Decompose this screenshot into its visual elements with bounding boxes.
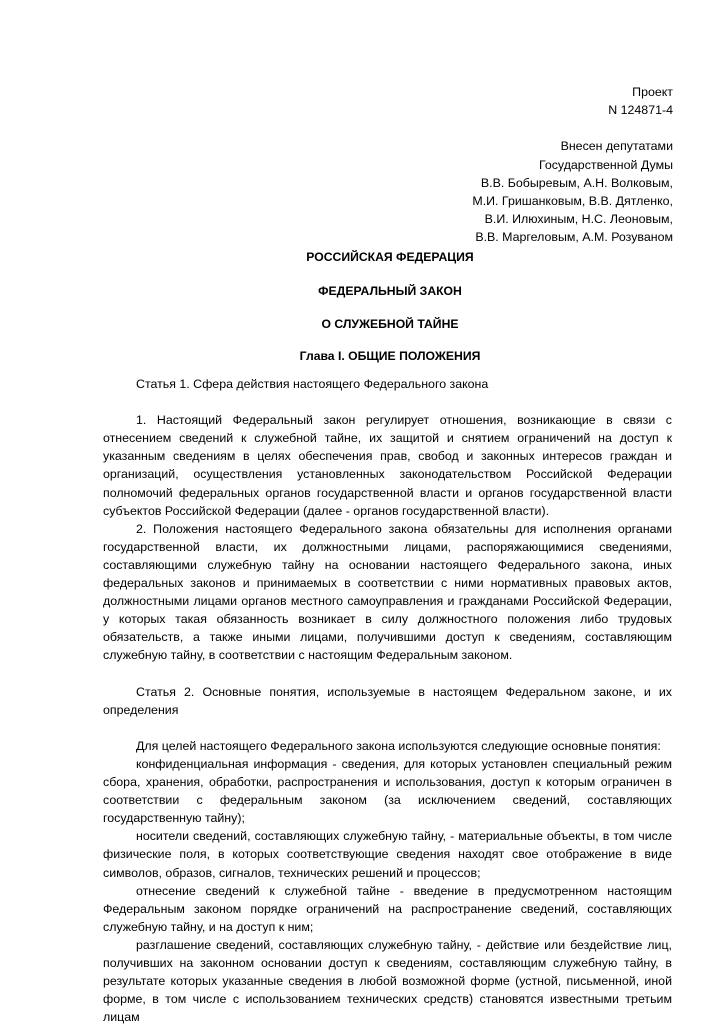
article-1-paragraph-1: 1. Настоящий Федеральный закон регулирует отношения, возникающие в связи с отнесением сведений к служебной тайне, их защитой и снятием ограничений на доступ к указанным сведениям в целях обеспечения прав, свобод и законных интересов граждан и организаций, осуществления установленных законодательством Российской Федерации полномочий федеральных органов государственной власти и органов государственной власти субъектов Российской Федерации (далее - органов государственной власти). <box>103 413 672 518</box>
definition-item: носители сведений, составляющих служебную тайну, - материальные объекты, в том числе физические поля, в которых соответствующие сведения находят свое отображение в виде символов, образов, сигналов, технических решений и процессов; <box>103 829 672 880</box>
country-title: РОССИЙСКАЯ ФЕДЕРАЦИЯ <box>306 250 474 264</box>
definition-item: разглашение сведений, составляющих служебную тайну, - действие или бездействие лиц, получивших на законном основании доступ к сведениям, составляющим служебную тайну, в результате которых указанные сведения в любой возможной форме (устной, письменной, иной форме, в том числе с использованием технических средств) становятся известными третьим лицам <box>103 937 672 1025</box>
introduced-line: В.И. Илюхиным, Н.С. Леоновым, <box>484 212 673 227</box>
introduced-line: М.И. Гришанковым, В.В. Дятленко, <box>472 194 673 209</box>
chapter-title: Глава I. ОБЩИЕ ПОЛОЖЕНИЯ <box>299 349 481 363</box>
introduced-line: Государственной Думы <box>538 157 673 172</box>
law-name-title: О СЛУЖЕБНОЙ ТАЙНЕ <box>321 317 459 331</box>
article-2-heading: Статья 2. Основные понятия, используемые в настоящем Федеральном законе, и их определения <box>103 684 672 717</box>
introduced-line: В.В. Бобыревым, А.Н. Волковым, <box>480 175 673 190</box>
law-type-title: ФЕДЕРАЛЬНЫЙ ЗАКОН <box>318 284 462 298</box>
document-body <box>103 375 672 1026</box>
project-label: Проект <box>632 85 673 99</box>
introduced-line: Внесен депутатами <box>560 139 673 154</box>
article-1-heading: Статья 1. Сфера действия настоящего Федерального закона <box>136 377 489 391</box>
article-2-intro: Для целей настоящего Федерального закона используются следующие основные понятия: <box>136 738 661 753</box>
project-number: N 124871-4 <box>608 103 673 118</box>
article-1-paragraph-2: 2. Положения настоящего Федерального закона обязательны для исполнения органами государственной власти, их должностными лицами, распоряжающимися сведениями, составляющими служебную тайну на основании настоящего Федерального закона, иных федеральных законов и принимаемых в соответствии с ними нормативных правовых актов, должностными лицами органов местного самоуправления и гражданами Российской Федерации, у которых такая обязанность возникает в силу должностного положения либо трудовых обязательств, а также иными лицами, получившими доступ к сведениям, составляющим служебную тайну, в соответствии с настоящим Федеральным законом. <box>103 521 672 663</box>
introduced-line: В.В. Маргеловым, А.М. Розуваном <box>475 230 673 245</box>
document-header <box>472 83 673 247</box>
definition-item: отнесение сведений к служебной тайне - введение в предусмотренном настоящим Федеральным законом порядке ограничений на распространение сведений, составляющих служебную тайну, и на доступ к ним; <box>103 883 672 934</box>
definition-item: конфиденциальная информация - сведения, для которых установлен специальный режим сбора, хранения, обработки, распространения и использования, доступ к которым ограничен в соответствии с федеральным законом (за исключением сведений, составляющих государственную тайну); <box>103 756 672 826</box>
